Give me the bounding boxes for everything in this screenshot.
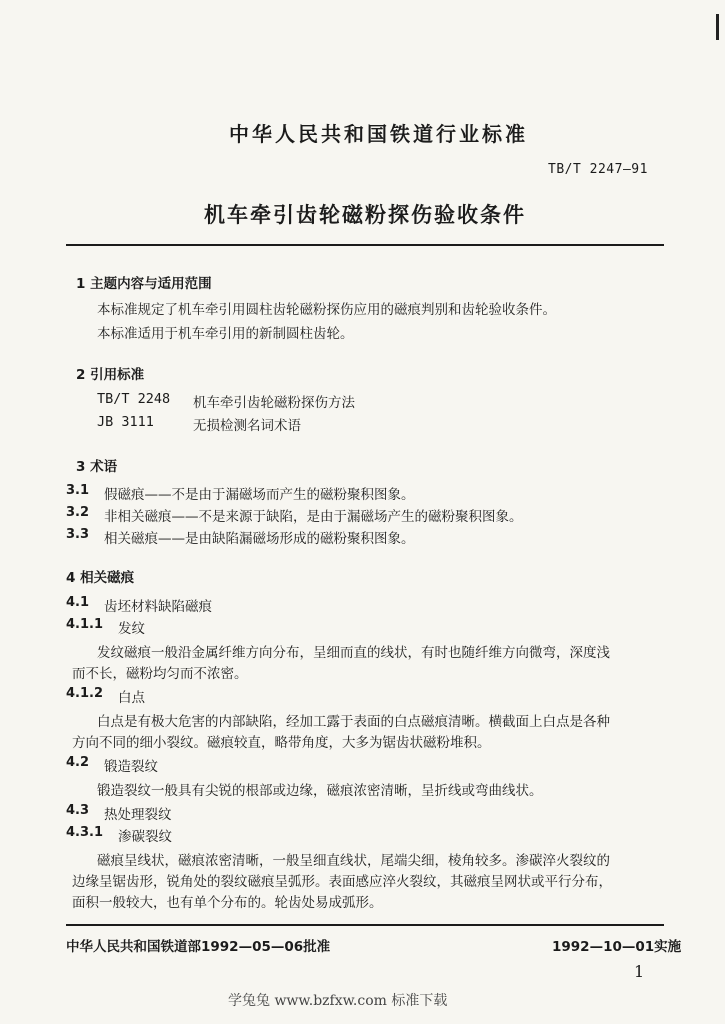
page-number: 1 xyxy=(634,962,645,981)
subsection-number: 4.1.2 xyxy=(66,686,104,701)
paragraph-white-spot-2: 方向不同的细小裂纹。磁痕较直，略带角度，大多为锯齿状磁粉堆积。 xyxy=(72,735,491,751)
paragraph-carburizing-2: 边缘呈锯齿形，锐角处的裂纹磁痕呈弧形。表面感应淬火裂纹，其磁痕呈网状或平行分布， xyxy=(72,874,612,890)
term-number: 3.3 xyxy=(66,527,90,542)
subsection-number: 4.3 xyxy=(66,803,90,818)
subsection-number: 4.1.1 xyxy=(66,617,104,632)
implementation-date: 1992—10—01实施 xyxy=(552,939,682,955)
subsection-title: 热处理裂纹 xyxy=(104,807,172,823)
issuing-org-heading: 中华人民共和国铁道行业标准 xyxy=(229,122,528,146)
term-definition: 假磁痕——不是由于漏磁场而产生的磁粉聚积图象。 xyxy=(104,487,415,503)
reference-name: 机车牵引齿轮磁粉探伤方法 xyxy=(193,395,355,411)
standard-code: TB/T 2247—91 xyxy=(548,162,648,177)
subsection-title: 发纹 xyxy=(118,621,145,637)
paragraph-white-spot-1: 白点是有极大危害的内部缺陷，经加工露于表面的白点磁痕清晰。横截面上白点是各种 xyxy=(97,714,610,730)
subsection-number: 4.3.1 xyxy=(66,825,104,840)
term-definition: 非相关磁痕——不是来源于缺陷，是由于漏磁场产生的磁粉聚积图象。 xyxy=(104,509,523,525)
paragraph-carburizing-1: 磁痕呈线状，磁痕浓密清晰，一般呈细直线状，尾端尖细，棱角较多。渗碳淬火裂纹的 xyxy=(97,853,610,869)
paragraph-hairline-2: 而不长，磁粉均匀而不浓密。 xyxy=(72,666,248,682)
approval-statement: 中华人民共和国铁道部1992—05—06批准 xyxy=(66,939,331,955)
section-2-heading: 2 引用标准 xyxy=(76,367,145,383)
subsection-title: 齿坯材料缺陷磁痕 xyxy=(104,599,212,615)
title-rule xyxy=(66,244,664,246)
section-1-heading: 1 主题内容与适用范围 xyxy=(76,276,212,292)
section-1-paragraph-2: 本标准适用于机车牵引用的新制圆柱齿轮。 xyxy=(97,326,354,342)
reference-code: TB/T 2248 xyxy=(97,391,171,407)
reference-code: JB 3111 xyxy=(97,414,154,430)
section-4-heading: 4 相关磁痕 xyxy=(66,570,135,586)
subsection-number: 4.1 xyxy=(66,595,90,610)
term-definition: 相关磁痕——是由缺陷漏磁场形成的磁粉聚积图象。 xyxy=(104,531,415,547)
paragraph-forging-crack: 锻造裂纹一般具有尖锐的根部或边缘，磁痕浓密清晰，呈折线或弯曲线状。 xyxy=(97,783,543,799)
paragraph-hairline-1: 发纹磁痕一般沿金属纤维方向分布，呈细而直的线状，有时也随纤维方向微弯，深度浅 xyxy=(97,645,610,661)
paragraph-carburizing-3: 面积一般较大，也有单个分布的。轮齿处易成弧形。 xyxy=(72,895,383,911)
section-3-heading: 3 术语 xyxy=(76,459,118,475)
scan-edge-mark xyxy=(716,14,719,40)
subsection-title: 白点 xyxy=(118,690,145,706)
term-number: 3.1 xyxy=(66,483,90,498)
site-watermark: 学兔兔 www.bzfxw.com 标准下载 xyxy=(228,993,448,1009)
section-1-paragraph-1: 本标准规定了机车牵引用圆柱齿轮磁粉探伤应用的磁痕判别和齿轮验收条件。 xyxy=(97,302,556,318)
subsection-number: 4.2 xyxy=(66,755,90,770)
subsection-title: 锻造裂纹 xyxy=(104,759,158,775)
term-number: 3.2 xyxy=(66,505,90,520)
footer-rule xyxy=(66,924,664,926)
reference-name: 无损检测名词术语 xyxy=(193,418,301,434)
subsection-title: 渗碳裂纹 xyxy=(118,829,172,845)
document-title: 机车牵引齿轮磁粉探伤验收条件 xyxy=(204,203,526,227)
